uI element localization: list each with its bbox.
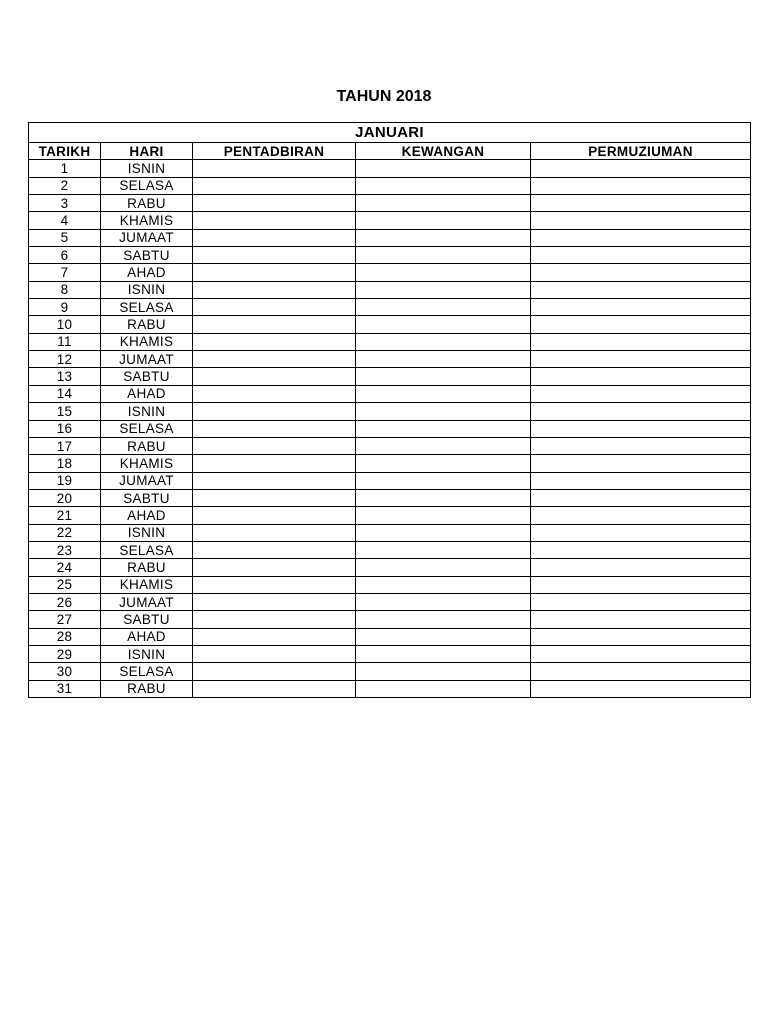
month-title: JANUARI bbox=[29, 123, 751, 143]
cell-hari: RABU bbox=[101, 316, 193, 333]
cell-kewangan bbox=[356, 333, 531, 350]
cell-pentadbiran bbox=[193, 663, 356, 680]
cell-tarikh: 21 bbox=[29, 507, 101, 524]
cell-permuziuman bbox=[531, 541, 751, 558]
table-row bbox=[29, 645, 751, 662]
cell-permuziuman bbox=[531, 160, 751, 177]
cell-hari: ISNIN bbox=[101, 524, 193, 541]
cell-tarikh: 23 bbox=[29, 541, 101, 558]
cell-hari: KHAMIS bbox=[101, 455, 193, 472]
table-row bbox=[29, 212, 751, 229]
cell-hari: ISNIN bbox=[101, 281, 193, 298]
cell-permuziuman bbox=[531, 385, 751, 402]
cell-tarikh: 31 bbox=[29, 680, 101, 697]
cell-tarikh: 10 bbox=[29, 316, 101, 333]
cell-permuziuman bbox=[531, 177, 751, 194]
column-header-permuziuman: PERMUZIUMAN bbox=[531, 143, 751, 160]
cell-permuziuman bbox=[531, 247, 751, 264]
table-row bbox=[29, 576, 751, 593]
table-row bbox=[29, 264, 751, 281]
cell-hari: SABTU bbox=[101, 368, 193, 385]
cell-kewangan bbox=[356, 524, 531, 541]
cell-tarikh: 17 bbox=[29, 437, 101, 454]
cell-pentadbiran bbox=[193, 195, 356, 212]
cell-tarikh: 16 bbox=[29, 420, 101, 437]
table-row bbox=[29, 247, 751, 264]
cell-kewangan bbox=[356, 160, 531, 177]
cell-permuziuman bbox=[531, 645, 751, 662]
table-row bbox=[29, 680, 751, 697]
cell-permuziuman bbox=[531, 507, 751, 524]
page-title: TAHUN 2018 bbox=[336, 88, 432, 105]
cell-pentadbiran bbox=[193, 541, 356, 558]
cell-kewangan bbox=[356, 264, 531, 281]
cell-hari: JUMAAT bbox=[101, 229, 193, 246]
cell-pentadbiran bbox=[193, 177, 356, 194]
cell-hari: JUMAAT bbox=[101, 472, 193, 489]
cell-hari: SABTU bbox=[101, 489, 193, 506]
cell-permuziuman bbox=[531, 264, 751, 281]
cell-hari: KHAMIS bbox=[101, 212, 193, 229]
cell-tarikh: 19 bbox=[29, 472, 101, 489]
cell-pentadbiran bbox=[193, 264, 356, 281]
cell-kewangan bbox=[356, 351, 531, 368]
cell-tarikh: 18 bbox=[29, 455, 101, 472]
cell-tarikh: 2 bbox=[29, 177, 101, 194]
cell-pentadbiran bbox=[193, 472, 356, 489]
cell-hari: KHAMIS bbox=[101, 333, 193, 350]
table-row bbox=[29, 663, 751, 680]
cell-hari: KHAMIS bbox=[101, 576, 193, 593]
cell-tarikh: 28 bbox=[29, 628, 101, 645]
cell-kewangan bbox=[356, 420, 531, 437]
cell-permuziuman bbox=[531, 663, 751, 680]
cell-permuziuman bbox=[531, 628, 751, 645]
cell-hari: AHAD bbox=[101, 264, 193, 281]
cell-kewangan bbox=[356, 576, 531, 593]
cell-hari: AHAD bbox=[101, 507, 193, 524]
cell-pentadbiran bbox=[193, 212, 356, 229]
table-row bbox=[29, 559, 751, 576]
cell-permuziuman bbox=[531, 611, 751, 628]
cell-hari: SELASA bbox=[101, 420, 193, 437]
cell-tarikh: 6 bbox=[29, 247, 101, 264]
table-row bbox=[29, 177, 751, 194]
cell-tarikh: 3 bbox=[29, 195, 101, 212]
cell-hari: SELASA bbox=[101, 541, 193, 558]
table-row bbox=[29, 437, 751, 454]
cell-permuziuman bbox=[531, 195, 751, 212]
table-row bbox=[29, 281, 751, 298]
cell-kewangan bbox=[356, 229, 531, 246]
cell-tarikh: 24 bbox=[29, 559, 101, 576]
cell-kewangan bbox=[356, 680, 531, 697]
cell-pentadbiran bbox=[193, 160, 356, 177]
cell-tarikh: 12 bbox=[29, 351, 101, 368]
cell-hari: SELASA bbox=[101, 663, 193, 680]
cell-pentadbiran bbox=[193, 247, 356, 264]
cell-pentadbiran bbox=[193, 611, 356, 628]
table-row bbox=[29, 351, 751, 368]
cell-kewangan bbox=[356, 611, 531, 628]
cell-pentadbiran bbox=[193, 645, 356, 662]
cell-permuziuman bbox=[531, 333, 751, 350]
cell-pentadbiran bbox=[193, 455, 356, 472]
cell-kewangan bbox=[356, 507, 531, 524]
cell-hari: SELASA bbox=[101, 299, 193, 316]
cell-hari: RABU bbox=[101, 559, 193, 576]
cell-hari: SABTU bbox=[101, 611, 193, 628]
cell-pentadbiran bbox=[193, 524, 356, 541]
cell-kewangan bbox=[356, 541, 531, 558]
cell-tarikh: 30 bbox=[29, 663, 101, 680]
table-row bbox=[29, 420, 751, 437]
cell-hari: AHAD bbox=[101, 628, 193, 645]
cell-tarikh: 20 bbox=[29, 489, 101, 506]
cell-tarikh: 27 bbox=[29, 611, 101, 628]
cell-hari: JUMAAT bbox=[101, 593, 193, 610]
cell-kewangan bbox=[356, 663, 531, 680]
cell-kewangan bbox=[356, 212, 531, 229]
cell-permuziuman bbox=[531, 316, 751, 333]
cell-permuziuman bbox=[531, 212, 751, 229]
cell-tarikh: 9 bbox=[29, 299, 101, 316]
cell-tarikh: 5 bbox=[29, 229, 101, 246]
cell-tarikh: 11 bbox=[29, 333, 101, 350]
cell-kewangan bbox=[356, 559, 531, 576]
cell-permuziuman bbox=[531, 576, 751, 593]
cell-kewangan bbox=[356, 489, 531, 506]
table-row bbox=[29, 160, 751, 177]
cell-tarikh: 15 bbox=[29, 403, 101, 420]
table-row bbox=[29, 472, 751, 489]
cell-pentadbiran bbox=[193, 559, 356, 576]
table-row bbox=[29, 403, 751, 420]
cell-tarikh: 7 bbox=[29, 264, 101, 281]
table-row bbox=[29, 541, 751, 558]
cell-hari: ISNIN bbox=[101, 645, 193, 662]
cell-permuziuman bbox=[531, 403, 751, 420]
cell-hari: RABU bbox=[101, 195, 193, 212]
cell-permuziuman bbox=[531, 489, 751, 506]
table-row bbox=[29, 628, 751, 645]
cell-tarikh: 8 bbox=[29, 281, 101, 298]
column-header-tarikh: TARIKH bbox=[29, 143, 101, 160]
cell-permuziuman bbox=[531, 281, 751, 298]
cell-kewangan bbox=[356, 247, 531, 264]
cell-kewangan bbox=[356, 403, 531, 420]
cell-pentadbiran bbox=[193, 299, 356, 316]
cell-pentadbiran bbox=[193, 403, 356, 420]
cell-tarikh: 26 bbox=[29, 593, 101, 610]
table-row bbox=[29, 507, 751, 524]
cell-tarikh: 29 bbox=[29, 645, 101, 662]
table-row bbox=[29, 229, 751, 246]
cell-kewangan bbox=[356, 437, 531, 454]
cell-hari: ISNIN bbox=[101, 160, 193, 177]
cell-kewangan bbox=[356, 316, 531, 333]
cell-permuziuman bbox=[531, 524, 751, 541]
cell-kewangan bbox=[356, 368, 531, 385]
cell-pentadbiran bbox=[193, 351, 356, 368]
cell-pentadbiran bbox=[193, 680, 356, 697]
cell-hari: RABU bbox=[101, 680, 193, 697]
cell-pentadbiran bbox=[193, 628, 356, 645]
cell-kewangan bbox=[356, 195, 531, 212]
cell-hari: RABU bbox=[101, 437, 193, 454]
cell-permuziuman bbox=[531, 593, 751, 610]
cell-kewangan bbox=[356, 177, 531, 194]
cell-permuziuman bbox=[531, 299, 751, 316]
cell-pentadbiran bbox=[193, 576, 356, 593]
cell-hari: AHAD bbox=[101, 385, 193, 402]
cell-tarikh: 4 bbox=[29, 212, 101, 229]
cell-kewangan bbox=[356, 593, 531, 610]
cell-pentadbiran bbox=[193, 385, 356, 402]
cell-pentadbiran bbox=[193, 281, 356, 298]
cell-pentadbiran bbox=[193, 316, 356, 333]
table-row bbox=[29, 524, 751, 541]
table-row bbox=[29, 368, 751, 385]
table-row bbox=[29, 489, 751, 506]
cell-kewangan bbox=[356, 281, 531, 298]
cell-pentadbiran bbox=[193, 437, 356, 454]
cell-kewangan bbox=[356, 299, 531, 316]
column-header-kewangan: KEWANGAN bbox=[356, 143, 531, 160]
cell-permuziuman bbox=[531, 437, 751, 454]
cell-permuziuman bbox=[531, 680, 751, 697]
table-row bbox=[29, 611, 751, 628]
cell-permuziuman bbox=[531, 559, 751, 576]
table-row bbox=[29, 593, 751, 610]
cell-permuziuman bbox=[531, 229, 751, 246]
month-header-row bbox=[29, 123, 751, 143]
table-row bbox=[29, 455, 751, 472]
attendance-table bbox=[28, 122, 751, 698]
cell-tarikh: 1 bbox=[29, 160, 101, 177]
cell-kewangan bbox=[356, 455, 531, 472]
cell-kewangan bbox=[356, 645, 531, 662]
table-row bbox=[29, 385, 751, 402]
cell-pentadbiran bbox=[193, 420, 356, 437]
table-body bbox=[29, 160, 751, 698]
table-row bbox=[29, 195, 751, 212]
table-row bbox=[29, 333, 751, 350]
cell-tarikh: 13 bbox=[29, 368, 101, 385]
cell-tarikh: 22 bbox=[29, 524, 101, 541]
cell-pentadbiran bbox=[193, 507, 356, 524]
cell-kewangan bbox=[356, 385, 531, 402]
cell-hari: ISNIN bbox=[101, 403, 193, 420]
cell-hari: SELASA bbox=[101, 177, 193, 194]
cell-pentadbiran bbox=[193, 368, 356, 385]
cell-permuziuman bbox=[531, 472, 751, 489]
cell-permuziuman bbox=[531, 420, 751, 437]
cell-kewangan bbox=[356, 472, 531, 489]
cell-tarikh: 25 bbox=[29, 576, 101, 593]
cell-hari: SABTU bbox=[101, 247, 193, 264]
cell-tarikh: 14 bbox=[29, 385, 101, 402]
table-row bbox=[29, 299, 751, 316]
column-header-pentadbiran: PENTADBIRAN bbox=[193, 143, 356, 160]
column-header-row bbox=[29, 143, 751, 160]
table-row bbox=[29, 316, 751, 333]
cell-hari: JUMAAT bbox=[101, 351, 193, 368]
cell-kewangan bbox=[356, 628, 531, 645]
cell-pentadbiran bbox=[193, 489, 356, 506]
cell-pentadbiran bbox=[193, 593, 356, 610]
column-header-hari: HARI bbox=[101, 143, 193, 160]
cell-pentadbiran bbox=[193, 229, 356, 246]
cell-permuziuman bbox=[531, 368, 751, 385]
cell-pentadbiran bbox=[193, 333, 356, 350]
cell-permuziuman bbox=[531, 455, 751, 472]
cell-permuziuman bbox=[531, 351, 751, 368]
